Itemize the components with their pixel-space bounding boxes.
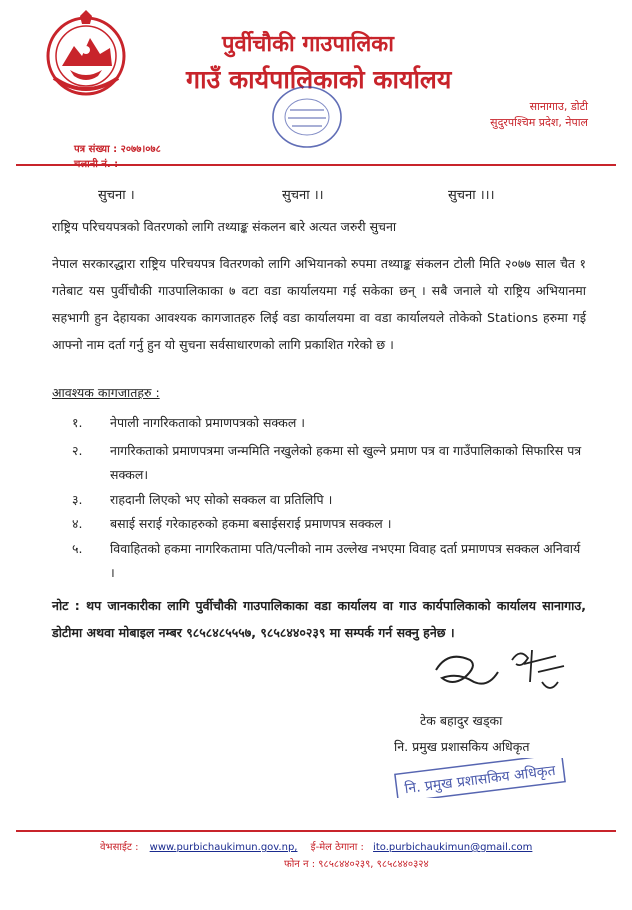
notice-label-1: सुचना ।: [98, 188, 135, 203]
requirement-item: [72, 512, 587, 536]
designation-stamp: [392, 758, 568, 798]
signatory-title: नि. प्रमुख प्रशासकिय अधिकृत: [394, 739, 530, 754]
item-text: बसाई सराई गरेकाहरुको हकमा बसाईसराई प्रमाणपत्र सक्कल ।: [110, 516, 392, 531]
footer-contact-line: [100, 839, 532, 853]
requirement-item: [72, 488, 587, 512]
requirement-item: [72, 439, 587, 487]
org-name: पुर्वीचौकी गाउपालिका: [222, 32, 394, 57]
footer-divider: [16, 830, 616, 832]
website-label: वेभसाईट :: [100, 842, 139, 853]
signatory-name: टेक बहादुर खड्का: [420, 713, 503, 728]
svg-text:नि. प्रमुख प्रशासकिय अधिकृत: नि. प्रमुख प्रशासकिय अधिकृत: [403, 762, 557, 798]
notice-label-2: सुचना ।।: [282, 188, 324, 203]
dispatch-number: [74, 156, 118, 170]
reference-number: पत्र संख्या : २०७७।०७८: [74, 144, 161, 155]
notice-label-3: सुचना ।।।: [448, 188, 495, 203]
office-seal-stamp: [268, 82, 346, 152]
notice-subject: राष्ट्रिय परिचयपत्रको वितरणको लागि तथ्याङ्क संकलन बारे अत्यत जरुरी सुचना: [52, 219, 397, 234]
item-number: ३.: [72, 492, 83, 507]
item-number: १.: [72, 415, 83, 430]
item-text: राहदानी लिएको भए सोको सक्कल वा प्रतिलिपि ।: [110, 492, 333, 507]
nepal-emblem-icon: [40, 8, 132, 100]
requirement-item: [72, 411, 587, 435]
email-label: ई-मेल ठेगाना :: [310, 842, 364, 853]
requirement-item: [72, 537, 587, 585]
item-number: ५.: [72, 541, 83, 556]
handwritten-signature: [428, 642, 578, 707]
requirements-heading: आवश्यक कागजातहरु :: [52, 385, 160, 400]
item-text: नागरिकताको प्रमाणपत्रमा जन्ममिति नखुलेको हकमा सो खुल्ने प्रमाण पत्र वा गाउँपालिकाको सिफारिस पत्र सक्कल।: [110, 443, 582, 482]
email-link[interactable]: ito.purbichaukimun@gmail.com: [373, 842, 533, 853]
contact-note: नोट : थप जानकारीका लागि पुर्वीचौकी गाउपालिकाका वडा कार्यालय वा गाउ कार्यपालिकाको कार्यालय सानागाउ, डोटीमा अथवा मोबाइल नम्बर ९८५८४८५५५७, ९८५८४४०२३९ मा सम्पर्क गर्न सक्नु हनेछ ।: [52, 598, 586, 640]
website-link[interactable]: www.purbichaukimun.gov.np,: [149, 842, 298, 853]
item-number: ४.: [72, 516, 83, 531]
item-text: विवाहितको हकमा नागरिकतामा पति/पत्नीको नाम उल्लेख नभएमा विवाह दर्ता प्रमाणपत्र सक्कल अनिवार्य ।: [110, 541, 581, 580]
header-divider: [16, 164, 616, 166]
address-line-2: सुदुरपश्चिम प्रदेश, नेपाल: [490, 116, 588, 129]
address-line-1: सानागाउ, डोटी: [529, 100, 588, 113]
item-text: नेपाली नागरिकताको प्रमाणपत्रको सक्कल ।: [110, 415, 306, 430]
footer-phone: फोन न : ९८५८४४०२३९, ९८५८४४०३२४: [284, 859, 429, 870]
body-paragraph: नेपाल सरकारद्धारा राष्ट्रिय परिचयपत्र वितरणको लागि अभियानको रुपमा तथ्याङ्क संकलन टोली मिति २०७७ साल चैत १ गतेबाट यस पुर्वीचौकी गाउपालिकाका ७ वटा वडा कार्यालयमा गई सकेका छन् । सबै जनाले यो राष्ट्रिय अभियानमा सहभागी हुन देहायका आवश्यक कागजातहरु लिई वडा कार्यालयमा वा वडा कार्यालयले तोकेको Stations हरुमा गई आफ्नो नाम दर्ता गर्नु हुन यो सुचना सर्वसाधारणको लागि प्रकाशित गरेको छ ।: [52, 256, 586, 352]
office-name: गाउँ कार्यपालिकाको कार्यालय: [186, 65, 452, 94]
item-number: २.: [72, 443, 83, 458]
